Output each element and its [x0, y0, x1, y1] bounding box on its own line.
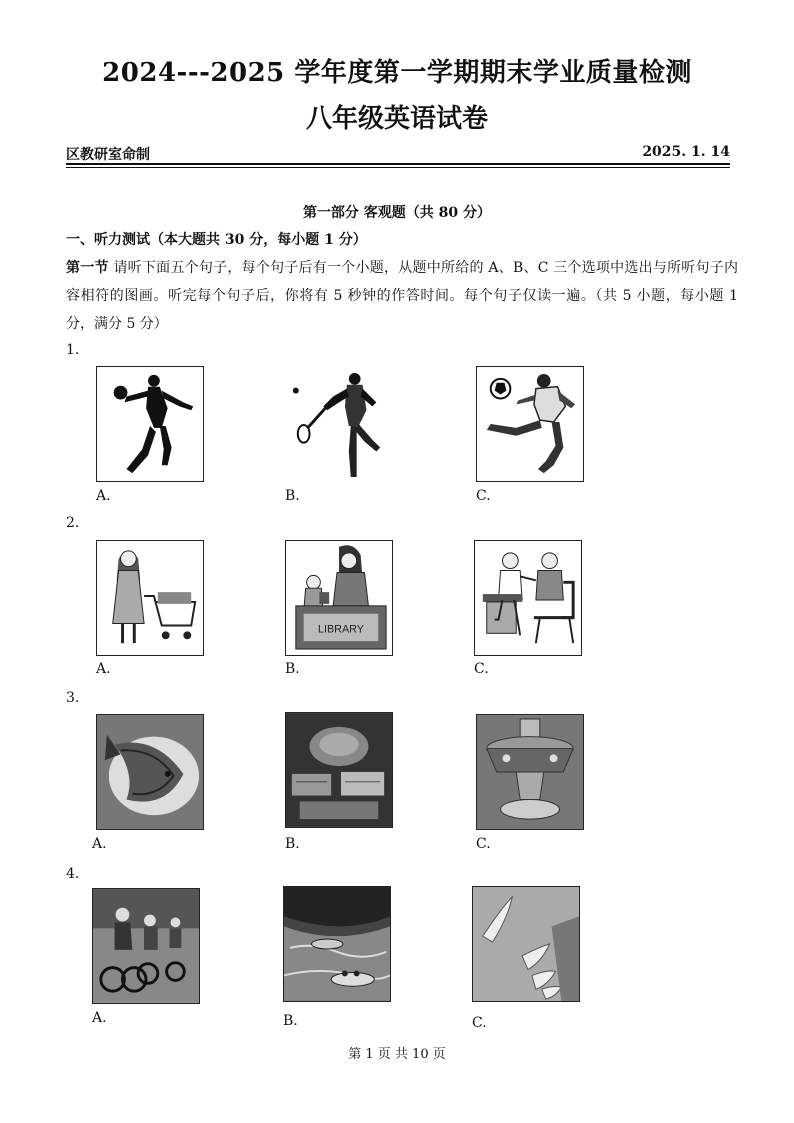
doctor-patient-icon [475, 541, 581, 655]
option-label: C. [474, 661, 489, 677]
option-picture[interactable] [474, 540, 582, 656]
option-label: B. [285, 488, 300, 504]
option-label: C. [472, 1015, 487, 1031]
soccer-player-icon [477, 367, 583, 481]
exam-title: 2024---2025 学年度第一学期期末学业质量检测 [102, 58, 692, 88]
option-picture[interactable] [92, 888, 200, 1004]
option-picture[interactable] [285, 540, 393, 656]
section-title: 一、听力测试（本大题共 30 分，每小题 1 分） [66, 232, 367, 248]
exam-subtitle: 八年级英语试卷 [305, 104, 488, 134]
option-picture[interactable] [96, 540, 204, 656]
tennis-player-icon [286, 367, 392, 481]
option-label: B. [285, 661, 300, 677]
question-number: 4. [66, 866, 80, 882]
issuer: 区教研室命制 [66, 147, 150, 163]
option-label: C. [476, 488, 491, 504]
exam-date: 2025. 1. 14 [642, 144, 730, 160]
header-rule-thin [66, 167, 730, 168]
instructions [66, 254, 738, 338]
basketball-player-icon [97, 367, 203, 481]
question-number: 2. [66, 515, 80, 531]
paragliding-icon [473, 887, 579, 1001]
picture-text: LIBRARY [317, 623, 364, 636]
header-rule-thick [66, 163, 730, 165]
option-picture[interactable] [472, 886, 580, 1002]
page-footer: 第 1 页 共 10 页 [348, 1047, 446, 1062]
river-rafting-icon [284, 887, 390, 1001]
option-picture[interactable] [476, 714, 584, 830]
instructions-text: 请听下面五个句子，每个句子后有一个小题，从题中所给的 A、B、C 三个选项中选出与所听句子内容相符的图画。听完每个句子后，你将有 5 秒钟的作答时间。每个句子仅读一遍。（共 5 小题，每小题 1 分，满分 5 分） [66, 260, 739, 332]
question-number: 3. [66, 690, 80, 706]
roast-duck-icon [286, 713, 392, 827]
option-picture[interactable] [476, 366, 584, 482]
fish-dish-icon [97, 715, 203, 829]
option-picture[interactable] [96, 366, 204, 482]
cycling-group-icon [93, 889, 199, 1003]
option-picture[interactable] [285, 366, 393, 482]
option-label: A. [92, 836, 107, 852]
option-picture[interactable] [283, 886, 391, 1002]
option-label: A. [92, 1010, 107, 1026]
option-label: A. [96, 661, 111, 677]
option-label: B. [283, 1013, 298, 1029]
woman-shopping-cart-icon [97, 541, 203, 655]
part-title: 第一部分 客观题（共 80 分） [302, 205, 492, 221]
option-label: A. [96, 488, 111, 504]
library-desk-icon [286, 541, 392, 655]
option-picture[interactable] [96, 714, 204, 830]
question-number: 1. [66, 342, 80, 358]
subsection-label: 第一节 [66, 260, 109, 276]
hot-pot-icon [477, 715, 583, 829]
option-label: C. [476, 836, 491, 852]
option-picture[interactable] [285, 712, 393, 828]
option-label: B. [285, 836, 300, 852]
